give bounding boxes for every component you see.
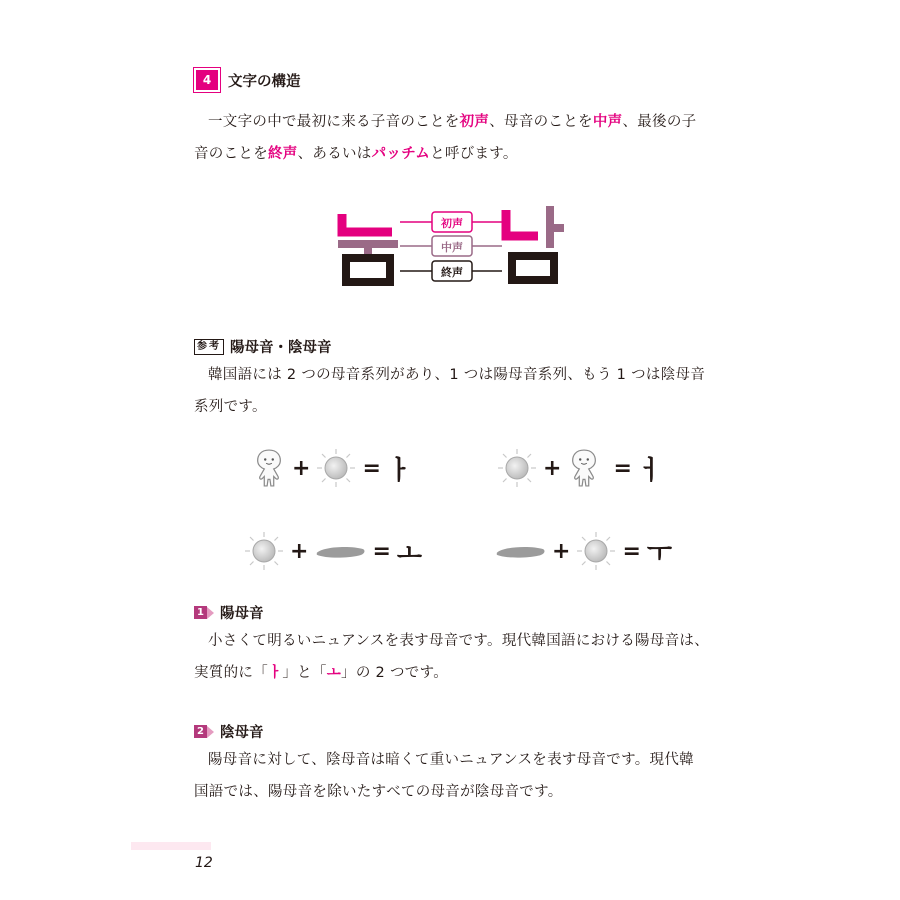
reference-line-2: 系列です。: [194, 399, 267, 415]
reference-heading: [194, 336, 332, 357]
text-segment: 、あるいは: [297, 146, 372, 162]
yang-paragraph: [194, 625, 734, 689]
section-title: 文字の構造: [228, 73, 301, 90]
equals-sign: =: [622, 538, 641, 564]
yin-line-2: 国語では、陽母音を除いたすべての母音が陰母音です。: [194, 784, 563, 800]
intro-line-2: [194, 138, 734, 170]
vowel-result: ㅜ: [646, 538, 672, 569]
text-segment: と呼びます。: [430, 146, 518, 162]
section-number-badge: 4: [194, 68, 220, 92]
vowel-a-highlight: ㅏ: [268, 665, 283, 681]
term-medial: 中声: [592, 114, 623, 130]
text-segment: 、母音のことを: [489, 114, 593, 130]
syllable-structure-diagram: [330, 196, 570, 292]
sun-icon: [497, 448, 537, 488]
person-icon: [252, 446, 286, 490]
equals-sign: =: [372, 538, 391, 564]
right-glyph-drawing: [506, 206, 564, 280]
sun-icon: [316, 448, 356, 488]
reference-paragraph: [194, 359, 734, 423]
earth-icon: [494, 541, 546, 561]
plus-sign: +: [543, 455, 562, 481]
intro-paragraph: [194, 106, 734, 170]
formula-row-2-left: [244, 531, 422, 571]
reference-tag: 参考: [194, 339, 224, 355]
sun-icon: [576, 531, 616, 571]
formula-row-1-left: [252, 446, 412, 490]
reference-title: 陽母音・陰母音: [230, 340, 332, 356]
person-icon: [567, 446, 601, 490]
yin-number-marker: [194, 725, 214, 738]
yang-line-1: 小さくて明るいニュアンスを表す母音です。現代韓国語における陽母音は、: [208, 633, 710, 649]
label-initial: 初声: [441, 217, 463, 230]
label-final: 終声: [441, 266, 463, 279]
term-final: 終声: [268, 146, 298, 162]
label-medial: 中声: [441, 241, 463, 254]
page-footer-bar: [131, 842, 211, 850]
text-segment: 一文字の中で最初に来る子音のことを: [208, 114, 460, 130]
term-initial: 初声: [459, 114, 490, 130]
vowel-result: ㅗ: [396, 538, 422, 569]
yang-number: 1: [194, 606, 207, 619]
text-segment: 」の 2 つです。: [341, 665, 449, 681]
left-glyph-drawing: [338, 214, 398, 282]
reference-line-1: 韓国語には 2 つの母音系列があり、1 つは陽母音系列、もう 1 つは陰母音: [208, 367, 706, 383]
yang-title: 陽母音: [220, 606, 264, 622]
yin-line-1: 陽母音に対して、陰母音は暗くて重いニュアンスを表す母音です。現代韓: [208, 752, 694, 768]
yin-paragraph: [194, 744, 734, 808]
plus-sign: +: [292, 455, 311, 481]
text-segment: 、最後の子: [622, 114, 697, 130]
arrow-right-icon: [207, 726, 214, 738]
equals-sign: =: [362, 455, 381, 481]
text-segment: 音のことを: [194, 146, 268, 162]
intro-line-1: [194, 106, 734, 138]
equals-sign: =: [613, 455, 632, 481]
vowel-result: ㅓ: [637, 455, 663, 486]
term-patchim: パッチム: [371, 146, 431, 162]
plus-sign: +: [552, 538, 571, 564]
vowel-result: ㅏ: [386, 455, 412, 486]
arrow-right-icon: [207, 607, 214, 619]
formula-row-2-right: [494, 531, 672, 571]
sun-icon: [244, 531, 284, 571]
yin-heading: [194, 721, 264, 742]
yang-number-marker: [194, 606, 214, 619]
text-segment: 」と「: [282, 665, 327, 681]
yin-number: 2: [194, 725, 207, 738]
text-segment: 実質的に「: [194, 665, 268, 681]
yang-line-2: [194, 657, 734, 689]
vowel-o-highlight: ㅗ: [326, 665, 342, 681]
page-number: 12: [195, 855, 213, 871]
yang-heading: [194, 602, 264, 623]
earth-icon: [314, 541, 366, 561]
yin-title: 陰母音: [220, 725, 264, 741]
section-heading: [194, 68, 301, 92]
plus-sign: +: [290, 538, 309, 564]
formula-row-1-right: [497, 446, 663, 490]
